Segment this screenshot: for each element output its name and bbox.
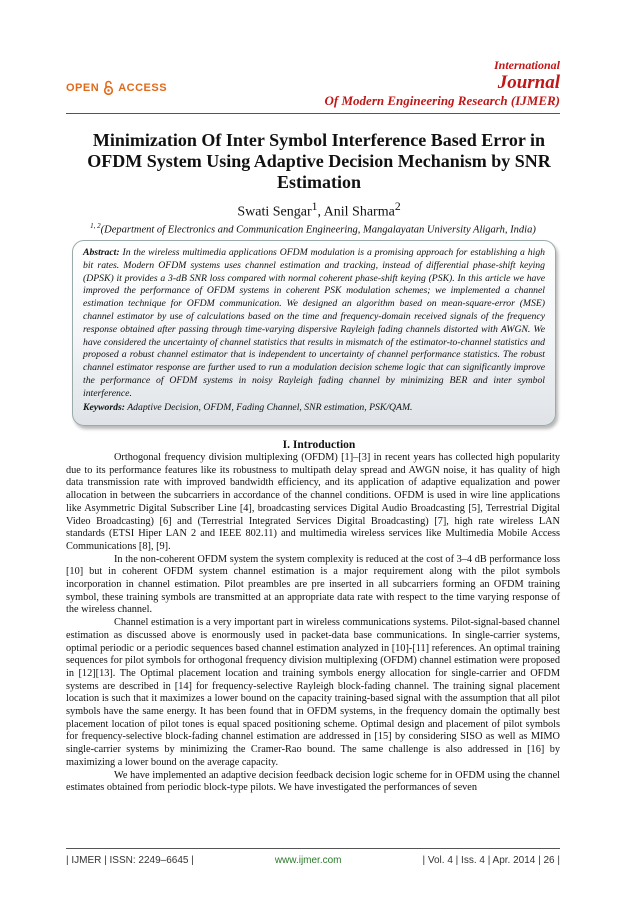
paragraph: Orthogonal frequency division multiplexing (OFDM) [1]–[3] in recent years has collected high popularity due to its performance features like its robustness to multipath delay spread and AWGN noise, it has quality of high data transmission rate with improved bandwidth efficiency, and its application of adaptive equalization and power allocation in between the subcarriers in accordance of the channel conditions. OFDM is used in wire line applications like Asymmetric Digital Subscriber Line [4], broadcasting services Digital Audio Broadcasting [5], Terrestrial Digital Video Broadcasting) [6] and (Terrestrial Integrated Services Digital Broadcasting) [7], high rate wireless LAN standards (ETSI Hiper LAN 2 and IEEE 802.11) and multimedia wireless services like Multimedia Mobile Access Communications [8], [9]. <box>66 452 560 552</box>
journal-name-line3: Of Modern Engineering Research (IJMER) <box>324 93 560 108</box>
abstract-label: Abstract <box>83 247 117 258</box>
introduction-body <box>66 452 560 795</box>
journal-header <box>325 58 560 109</box>
author-2: Anil Sharma <box>323 204 395 220</box>
keywords-text: Adaptive Decision, OFDM, Fading Channel, SNR estimation, PSK/QAM. <box>127 401 413 413</box>
affiliation-sup: 1, 2 <box>90 222 101 230</box>
keywords <box>83 402 545 415</box>
footer-rule <box>66 848 560 849</box>
paragraph: In the non-coherent OFDM system the system complexity is reduced at the cost of 3–4 dB performance loss [10] but in coherent OFDM system channel estimation is a major requirement along with the pilot symbols incorporation in channel estimation. Pilot preambles are pre inserted in all subcarriers forming an OFDM training symbol, these training symbols are transmitted at an appropriate data rate with respect to the time varying response of the wireless channel. <box>66 553 560 616</box>
author-2-sup: 2 <box>394 200 401 213</box>
abstract-box <box>72 240 556 426</box>
open-access-left: OPEN <box>66 81 100 94</box>
paper-title: Minimization Of Inter Symbol Interference Based Error in OFDM System Using Adaptive Decision Mechanism by SNR Estimation <box>87 130 551 192</box>
affiliation-text: (Department of Electronics and Communication Engineering, Mangalayatan University Aligarh, India) <box>100 224 536 236</box>
author-line: Swati Sengar$^1$, Anil Sharma$^2$ <box>237 200 401 220</box>
keywords-label: Keywords: <box>83 401 125 413</box>
journal-name-line2: Journal <box>497 72 560 93</box>
open-access-right: ACCESS <box>118 81 168 94</box>
paragraph: Channel estimation is a very important part in wireless communications systems. Pilot-signal-based channel estimation as discussed above is enormously used in packet-data base communications. In single-carrier systems, optimal periodic or a periodic sequences based channel estimation analyzed in [10]-[11] references. An optimal training sequences for pilot symbols for orthogonal frequency division multiplexing (OFDM) channel estimation were proposed in [12][13]. The Optimal placement location and training symbols energy allocation for single-carrier and OFDM systems are described in [14] for frequency-selective Rayleigh block-fading channel. The training signal placement location is such that it maximizes a lower bound on the capacity training-based signal with the assumption that all pilot symbols have the same energy. It has been found that in OFDM systems, in the frequency domain the optimally best placement location of pilot tones is equal spaced positioning scheme. Optimal design and placement of pilot symbols for frequency-selective block-fading channel estimation are addressed in [15] by considering SISO as well as MIMO single-carrier systems by minimizing the Cramer-Rao bound. The same challenge is also addressed in [16] by maximizing a lower bound on the average capacity. <box>66 617 560 768</box>
abstract: Abstract: In the wireless multimedia applications OFDM modulation is a promising approach for establishing a high bit rates. Modern OFDM systems uses channel estimation and tracking, instead of differential phase-shift keying (DPSK) it provides a 3-dB SNR loss compared with normal coherent phase-shift keying (PSK). In this article we have improved the performance of OFDM systems in coherent PSK modulation schemes; we implemented a channel estimation technique for OFDM communication. We designed an algorithm based on mean-square-error (MSE) channel estimator by use of calculations based on the time and frequency-domain received signals of the frequency response obtained after passing through time-varying dispersive Rayleigh fading channels distorted with AWGN. We have considered the uncertainty of channel statistics that results in mismatch of the estimator-to-channel statistics and proposed a robust channel estimator that is independent to uncertainty of channel performance statistics. The robust channel estimator response are further used to run a modulation decision scheme logic that can significantly improve the performance of OFDM systems in noisy Rayleigh fading channel by minimizing BER and inter symbol interference. <box>83 247 546 399</box>
affiliation <box>66 222 560 236</box>
open-lock-icon <box>103 80 114 95</box>
page-footer <box>66 855 560 866</box>
abstract-text: In the wireless multimedia applications OFDM modulation is a promising approach for establishing a high bit rates. Modern OFDM systems uses channel estimation and tracking, instead of differential phase-shift keying (DPSK) it provides a 3-dB SNR loss compared with normal coherent phase-shift keying (PSK). In this article we have improved the performance of OFDM systems in coherent PSK modulation schemes; we implemented a channel estimation technique for OFDM communication. We designed an algorithm based on mean-square-error (MSE) channel estimator by use of calculations based on the time and frequency-domain received signals of the frequency response obtained after passing through time-varying dispersive Rayleigh fading channels distorted with AWGN. We have considered the uncertainty of channel statistics that results in mismatch of the estimator-to-channel statistics and proposed a robust channel estimator that is independent to uncertainty of channel performance statistics. The robust channel estimator response are further used to run a modulation decision scheme logic that can significantly improve the performance of OFDM systems in noisy Rayleigh fading channel by minimizing BER and inter symbol interference. <box>83 247 546 399</box>
author-1-sup: 1 <box>311 200 318 213</box>
header-rule <box>66 113 560 114</box>
section-heading-introduction: I. Introduction <box>282 439 356 451</box>
footer-issn: | IJMER | ISSN: 2249–6645 | <box>66 855 194 866</box>
journal-name-line1: International <box>493 58 560 72</box>
footer-volume: | Vol. 4 | Iss. 4 | Apr. 2014 | 26 | <box>422 855 560 866</box>
paragraph: We have implemented an adaptive decision feedback decision logic scheme for in OFDM using the channel estimates obtained from periodic block-type pilots. We have investigated the performances of seven <box>66 769 560 794</box>
open-access-logo <box>66 80 167 95</box>
footer-url-link[interactable]: www.ijmer.com <box>274 855 342 866</box>
author-1: Swati Sengar <box>237 204 312 220</box>
